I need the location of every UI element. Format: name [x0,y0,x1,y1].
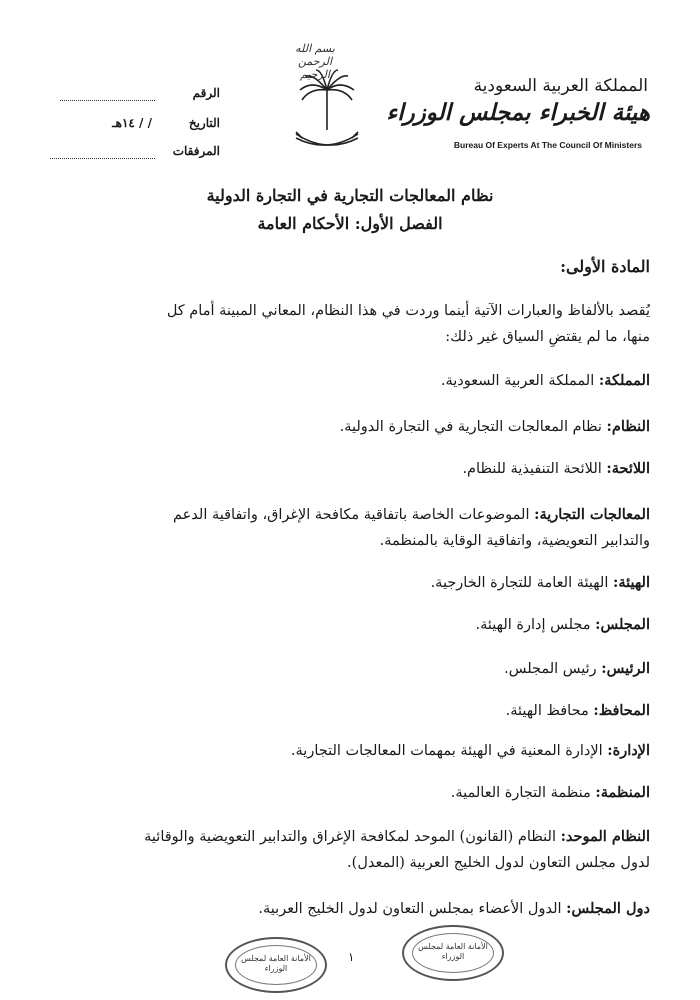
attachments-line [50,158,155,159]
date-value: / / ١٤هـ [112,116,152,130]
definition-term: النظام: [606,418,650,435]
intro-line-1: يُقصد بالألفاظ والعبارات الآتية أينما وردت في هذا النظام، المعاني المبينة أمام كل [166,303,650,319]
definition-term: المملكة: [598,372,650,389]
definition-term: المنظمة: [595,784,650,801]
stamp-text: الأمانة العامة لمجلس الوزراء [235,945,317,985]
definition-text: نظام المعالجات التجارية في التجارة الدولية. [339,419,607,435]
definition-text: النظام (القانون) الموحد لمكافحة الإغراق والتدابير التعويضية والوقائية [144,829,561,845]
ref-label: الرقم [192,86,220,100]
definition-term: اللائحة: [606,460,650,477]
kingdom-name: المملكة العربية السعودية [473,76,648,96]
definition-item [50,898,650,920]
definition-text: الدول الأعضاء بمجلس التعاون لدول الخليج العربية. [258,901,567,917]
ref-line [60,100,155,101]
document-title: نظام المعالجات التجارية في التجارة الدولية [206,186,494,205]
official-stamp-left-icon [225,937,327,993]
definition-term: الإدارة: [607,742,650,759]
definition-item [50,658,650,680]
definition-text: الهيئة العامة للتجارة الخارجية. [430,575,613,591]
stamp-text: الأمانة العامة لمجلس الوزراء [412,933,494,973]
intro-line-2: منها، ما لم يقتضِ السياق غير ذلك: [445,329,650,345]
definition-term: الهيئة: [612,574,650,591]
bureau-name-english: Bureau Of Experts At The Council Of Ministers [453,140,642,150]
chapter-title: الفصل الأول: الأحكام العامة [257,214,443,233]
definition-item [50,740,650,762]
definition-item [50,416,650,438]
definition-term: المعالجات التجارية: [534,506,650,523]
definition-text: الموضوعات الخاصة باتفاقية مكافحة الإغراق، واتفاقية الدعم [172,507,535,523]
definition-item [50,370,650,392]
definition-item [50,572,650,594]
definition-text: منظمة التجارة العالمية. [450,785,596,801]
article-heading: المادة الأولى: [560,257,650,276]
page-number: ١ [348,950,355,964]
definition-term: دول المجلس: [566,900,650,917]
definition-text: رئيس المجلس. [504,661,602,677]
official-stamp-right-icon [402,925,504,981]
definition-text: المملكة العربية السعودية. [440,373,599,389]
definition-item [50,614,650,636]
definition-term: المحافظ: [593,702,650,719]
definition-text: الإدارة المعنية في الهيئة بمهمات المعالجات التجارية. [290,743,608,759]
definition-text: مجلس إدارة الهيئة. [475,617,596,633]
definition-term: الرئيس: [601,660,650,677]
definition-item [50,504,650,526]
definition-item [50,826,650,848]
definition-text: اللائحة التنفيذية للنظام. [462,461,607,477]
basmala: بسم الله الرحمن الرحيم [295,42,335,81]
definition-item [50,700,650,722]
palm-swords-emblem-icon [292,68,362,158]
date-label: التاريخ [188,116,220,130]
definition-continuation: لدول مجلس التعاون لدول الخليج العربية (المعدل). [347,855,650,871]
definition-term: المجلس: [595,616,650,633]
attachments-label: المرفقات [172,144,220,158]
definition-item [50,458,650,480]
definition-term: النظام الموحد: [560,828,650,845]
definition-continuation: والتدابير التعويضية، واتفاقية الوقاية بالمنظمة. [379,533,650,549]
definition-item [50,782,650,804]
definition-text: محافظ الهيئة. [505,703,594,719]
bureau-name-arabic: هيئة الخبراء بمجلس الوزراء [386,99,650,126]
